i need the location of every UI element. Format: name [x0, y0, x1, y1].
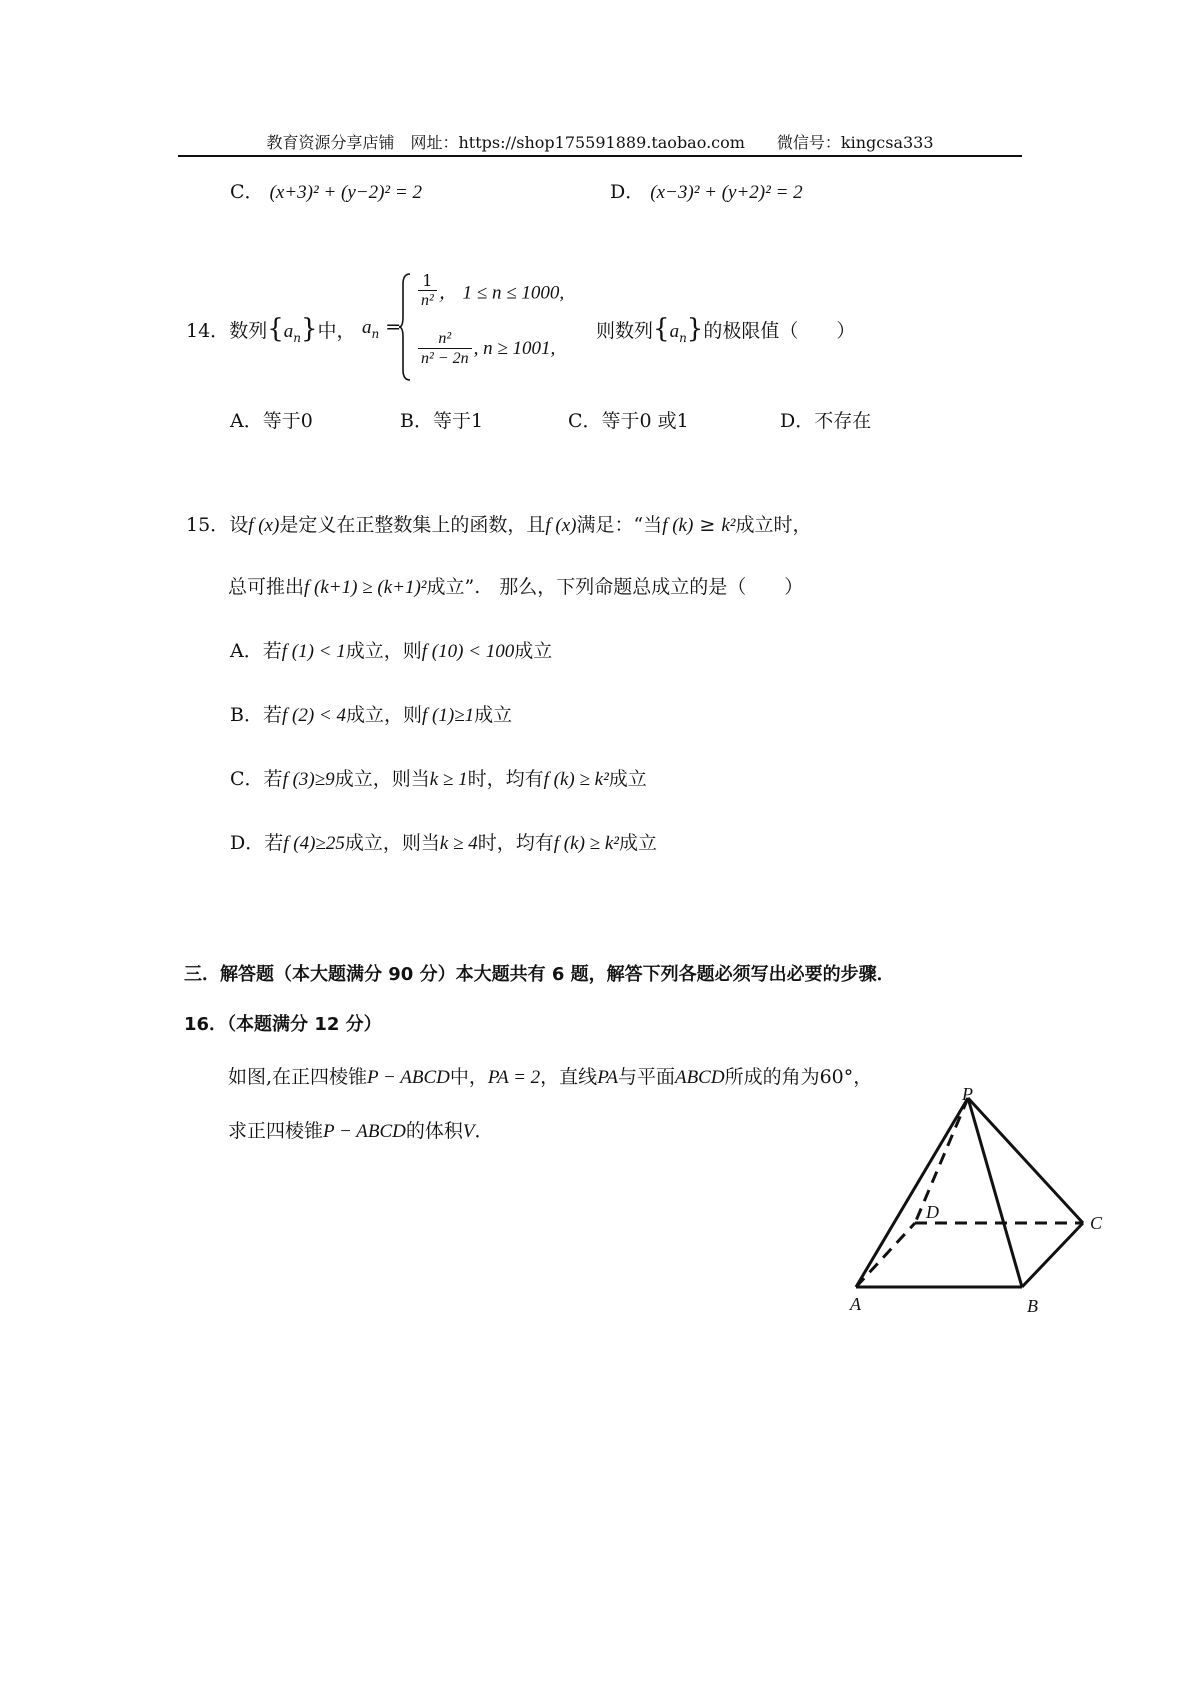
math-expr: f (1)≥1 — [422, 705, 475, 726]
stem-text: 成立时， — [735, 514, 812, 536]
option-expr: (x+3)² + (y−2)² = 2 — [269, 182, 422, 203]
q13-option-d — [610, 177, 803, 204]
math-expr: f (k+1) ≥ (k+1)² — [304, 577, 427, 598]
option-text: 成立，则当 — [334, 768, 430, 790]
option-text: 若 — [262, 704, 282, 726]
numerator: 1 — [418, 272, 437, 291]
stem-text: 与平面 — [617, 1066, 675, 1088]
stem-text: ， — [853, 1066, 873, 1088]
option-label: C． — [230, 181, 264, 203]
header-rule — [178, 155, 1022, 157]
q15-line-2 — [228, 572, 803, 599]
option-text: 成立，则 — [346, 704, 423, 726]
piecewise-brace — [398, 272, 412, 382]
option-text: 成立，则 — [345, 640, 422, 662]
math-expr: f (10) < 100 — [421, 641, 515, 662]
math-expr: f (3)≥9 — [282, 769, 335, 790]
seq-subscript: n — [679, 330, 687, 345]
stem-text: ，直线 — [540, 1066, 598, 1088]
vertex-label-a: A — [850, 1294, 861, 1314]
option-label: D． — [230, 832, 265, 854]
case-condition: ， 1 ≤ n ≤ 1000, — [438, 282, 565, 304]
option-label: C． — [568, 410, 602, 432]
numerator: n² — [418, 330, 472, 349]
stem-text: 满足：“当 — [576, 514, 663, 536]
math-expr: f (k) — [662, 515, 694, 536]
section-title: 三．解答题（本大题满分 90 分）本大题共有 6 题，解答下列各题必须写出必要的步骤． — [184, 964, 895, 985]
option-label: D． — [610, 181, 645, 203]
math-expr: P − ABCD — [323, 1121, 406, 1142]
stem-text: 总可推出 — [228, 576, 305, 598]
left-brace: { — [653, 314, 670, 344]
edge-ad — [856, 1223, 915, 1287]
option-label: C． — [230, 768, 264, 790]
stem-text: 求正四棱锥 — [228, 1120, 324, 1142]
math-expr: 60° — [819, 1066, 854, 1088]
q14-stem-end — [596, 316, 855, 345]
right-brace: } — [300, 314, 318, 344]
left-brace: { — [267, 314, 284, 344]
option-label: D． — [780, 410, 815, 432]
math-expr: f (4)≥25 — [283, 833, 345, 854]
stem-text: 是定义在正整数集上的函数，且 — [279, 514, 546, 536]
option-text: 若 — [264, 832, 284, 854]
option-text: 成立 — [608, 768, 647, 790]
stem-text: 数列 — [229, 320, 268, 342]
math-expr: f (x) — [248, 515, 280, 536]
denominator: n² − 2n — [421, 349, 469, 367]
stem-text: 所成的角为 — [724, 1066, 820, 1088]
q13-option-c — [230, 177, 422, 204]
vertex-label-b: B — [1027, 1296, 1038, 1316]
stem-text: 设 — [229, 514, 249, 536]
q14-option-d — [780, 406, 871, 433]
option-text: 成立 — [618, 832, 657, 854]
math-expr: P − ABCD — [367, 1067, 450, 1088]
math-expr: PA — [597, 1067, 618, 1088]
seq-symbol: a — [362, 317, 372, 338]
right-brace: } — [686, 314, 704, 344]
stem-text: 中， — [317, 320, 356, 342]
stem-text: 的体积 — [405, 1120, 463, 1142]
seq-subscript: n — [293, 330, 301, 345]
edge-pd — [915, 1098, 968, 1223]
math-expr: f (1) < 1 — [281, 641, 346, 662]
vertex-label-p: P — [962, 1084, 973, 1104]
fraction — [418, 330, 472, 368]
stem-text: 成立”. 那么，下列命题总成立的是（ ） — [426, 576, 804, 598]
math-expr: k ≥ 4 — [439, 833, 478, 854]
q14-option-a — [230, 406, 313, 433]
math-expr: f (k) ≥ k² — [543, 769, 609, 790]
q15-option-a — [230, 636, 552, 663]
stem-text: 的极限值（ ） — [703, 320, 856, 342]
option-text: 若 — [262, 640, 282, 662]
math-expr: V — [462, 1121, 475, 1142]
math-expr: f (2) < 4 — [281, 705, 346, 726]
q14-option-b — [400, 406, 483, 433]
piecewise-case-2 — [416, 330, 555, 368]
q14-stem — [186, 316, 356, 345]
stem-text: ． — [474, 1120, 494, 1142]
option-label: A． — [230, 640, 263, 662]
piecewise-case-1 — [416, 272, 564, 310]
option-text: 成立，则当 — [344, 832, 440, 854]
option-label: B． — [230, 704, 263, 726]
option-text: 若 — [263, 768, 283, 790]
option-label: A． — [230, 410, 263, 432]
piecewise-label: $a_n$ = — [362, 316, 402, 341]
stem-text: 中， — [449, 1066, 488, 1088]
math-expr: PA = 2 — [487, 1067, 541, 1088]
q15-option-b — [230, 700, 512, 727]
option-text: 时，均有 — [467, 768, 544, 790]
page-header: 教育资源分享店铺 网址：https://shop175591889.taobao.com 微信号：kingcsa333 — [266, 133, 934, 152]
question-number: 15． — [186, 514, 230, 536]
math-expr: k ≥ 1 — [429, 769, 468, 790]
q15-option-c — [230, 764, 647, 791]
math-expr: ≥ — [693, 514, 722, 536]
option-text: 等于1 — [432, 410, 484, 432]
question-number: 14． — [186, 320, 230, 342]
math-expr: k² — [721, 515, 736, 536]
option-text: 时，均有 — [477, 832, 554, 854]
option-text: 等于0 或1 — [601, 410, 689, 432]
q16-title: 16．（本题满分 12 分） — [184, 1014, 382, 1035]
stem-text: 则数列 — [596, 320, 654, 342]
q15-line-1 — [186, 510, 811, 537]
vertex-label-c: C — [1090, 1213, 1103, 1233]
pyramid-figure — [830, 1080, 1120, 1330]
option-text: 不存在 — [814, 410, 872, 432]
q16-line-2 — [228, 1116, 494, 1143]
option-text: 成立 — [474, 704, 513, 726]
math-expr: ABCD — [674, 1067, 725, 1088]
option-text: 等于0 — [262, 410, 313, 432]
math-expr: f (x) — [545, 515, 577, 536]
fraction — [418, 272, 437, 310]
case-condition: , n ≥ 1001, — [473, 337, 556, 359]
q16-line-1 — [228, 1062, 872, 1089]
q15-option-d — [230, 828, 657, 855]
option-expr: (x−3)² + (y+2)² = 2 — [650, 182, 803, 203]
math-expr: f (k) ≥ k² — [553, 833, 619, 854]
option-text: 成立 — [514, 640, 553, 662]
vertex-label-d: D — [926, 1202, 939, 1222]
edge-pa — [856, 1098, 968, 1287]
option-label: B． — [400, 410, 433, 432]
seq-symbol: a — [283, 321, 294, 342]
stem-text: 如图,在正四棱锥 — [228, 1066, 368, 1088]
q14-option-c — [568, 406, 689, 433]
edge-bc — [1022, 1223, 1083, 1287]
denominator: n² — [421, 291, 434, 309]
seq-symbol: a — [669, 321, 680, 342]
seq-subscript: n — [371, 326, 380, 341]
